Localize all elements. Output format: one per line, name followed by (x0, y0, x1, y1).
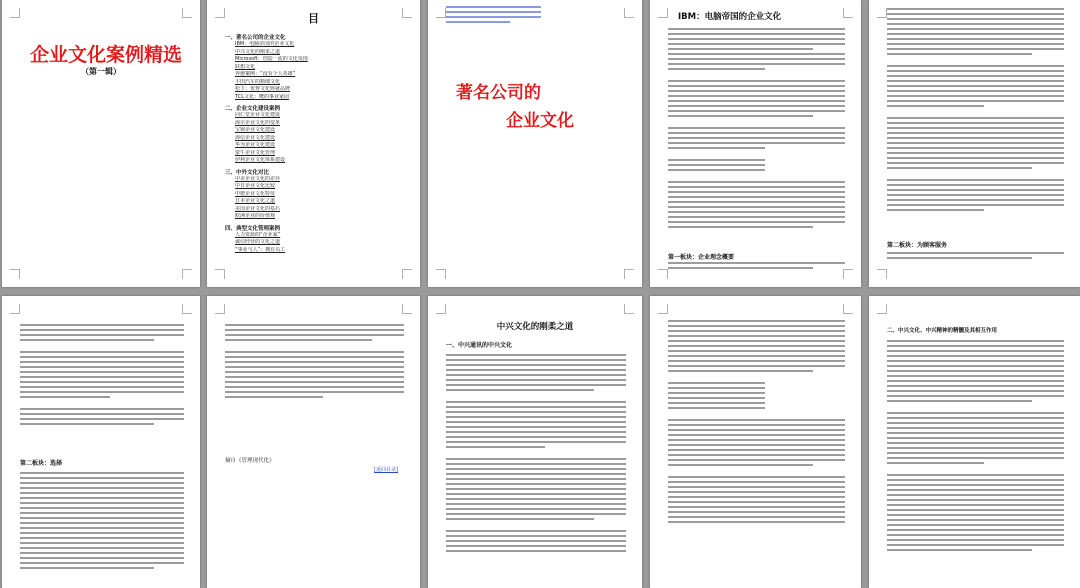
toc-entry-link[interactable]: 人力资源的“企业家” (235, 231, 281, 238)
crop-mark (215, 304, 225, 314)
divider-toc-snippet (446, 6, 562, 26)
zte-title: 中兴文化的刚柔之道 (496, 322, 574, 332)
crop-mark (402, 304, 412, 314)
crop-mark (182, 304, 192, 314)
lower-left-subheading: 第二板块：选择 (20, 460, 63, 467)
toc-entry-link[interactable]: 诚信经营的文化之道 (235, 239, 281, 245)
zte-page (428, 296, 642, 588)
crop-mark (877, 8, 887, 18)
crop-mark (10, 269, 20, 279)
toc-list (225, 30, 410, 254)
body-page-7 (207, 296, 420, 588)
toc-title: 目 (308, 12, 319, 25)
toc-entry-link[interactable]: 美国企业文化的基石 (235, 205, 281, 212)
toc-entry-link[interactable]: Microsoft：创造一流的文化氛围 (235, 56, 308, 62)
crop-mark (843, 304, 853, 314)
crop-mark (10, 8, 20, 18)
crop-mark (402, 269, 412, 279)
toc-entry-link[interactable]: 丰田汽车的精细文化 (235, 78, 281, 85)
crop-mark (182, 8, 192, 18)
toc-entry-link[interactable]: 中德企业文化特征 (235, 190, 276, 197)
crop-mark (215, 269, 225, 279)
toc-entry-link[interactable]: 中日企业文化比较 (235, 183, 276, 189)
divider-heading-2: 企业文化 (506, 111, 574, 131)
cover-edition: （第一辑） (81, 67, 121, 76)
body-text (668, 320, 845, 526)
toc-entry-link[interactable]: 中兴文化的刚柔之道 (235, 48, 281, 55)
crop-mark (877, 304, 887, 314)
toc-entry-link[interactable]: IBM：电脑帝国的企业文化 (235, 41, 295, 47)
toc-entry-link[interactable]: 华为企业文化建设 (235, 142, 276, 148)
toc-entry-link[interactable]: 中美企业文化的差异 (235, 175, 281, 182)
toc-entry-link[interactable]: 宝钢企业文化建设 (235, 127, 276, 133)
cover-page (2, 0, 200, 287)
body-page-6 (2, 296, 200, 588)
toc-section-heading[interactable]: 四、典型文化管理案例 (225, 225, 281, 232)
body-text-2 (20, 472, 184, 572)
toc-entry-link[interactable]: TCL文化：鹰的事业家园 (235, 93, 290, 100)
crop-mark (877, 269, 887, 279)
body-text (20, 324, 184, 428)
zte-body (446, 354, 626, 555)
ibm-body (668, 28, 845, 231)
crop-mark (658, 8, 668, 18)
crop-mark (182, 269, 192, 279)
toc-entry-link[interactable]: 伊利企业文化体系建设 (235, 157, 286, 163)
zte-section-1: 一、中兴通讯的中兴文化 (446, 342, 513, 349)
toc-section-heading[interactable]: 二、企业文化建设案例 (225, 106, 281, 112)
crop-mark (624, 269, 634, 279)
compare-page (869, 296, 1080, 588)
body-text (225, 324, 404, 401)
ibm-subheading-1: 第一板块：企业理念概要 (668, 254, 735, 261)
ibm-body-tail (668, 262, 845, 272)
zte-source (225, 456, 275, 464)
cover-title: 企业文化案例精选 (30, 44, 183, 66)
toc-entry-link[interactable]: 同仁堂企业文化建设 (235, 112, 281, 118)
crop-mark (658, 304, 668, 314)
toc-entry-link[interactable]: 海信企业文化建设 (235, 134, 276, 141)
toc-entry-link[interactable]: 日本企业文化之道 (235, 198, 276, 204)
zte-source-text: 摘自《管理现代化》 (225, 458, 275, 464)
toc-section-heading[interactable]: 三、中外文化对比 (225, 169, 270, 176)
crop-mark (436, 269, 446, 279)
crop-mark (624, 304, 634, 314)
ibm-title: IBM：电脑帝国的企业文化 (678, 12, 782, 22)
toc-entry-link[interactable]: 联想文化 (235, 63, 256, 70)
ibm-body-tail-2 (887, 252, 1064, 262)
divider-heading: 著名公司的 (456, 83, 541, 103)
toc-page (207, 0, 420, 287)
back-to-toc-link[interactable]: [返回目录] (374, 467, 398, 473)
crop-mark (436, 8, 446, 18)
toc-entry-link[interactable]: 蒙牛企业文化管理 (235, 149, 276, 156)
compare-body (887, 340, 1064, 554)
ibm-page (650, 0, 861, 287)
body-page-9 (650, 296, 861, 588)
toc-entry-link[interactable]: 海尔企业文化的变革 (235, 119, 281, 126)
ibm-subheading-2: 第二板块：为顾客服务 (887, 242, 948, 249)
crop-mark (624, 8, 634, 18)
crop-mark (436, 304, 446, 314)
crop-mark (10, 304, 20, 314)
toc-entry-link[interactable]: 欧洲企业的价值观 (235, 213, 276, 219)
zte-back-link[interactable] (374, 456, 398, 475)
compare-section: 二、中兴文化、中兴精神的精髓及其相互作用 (887, 328, 998, 334)
divider-page (428, 0, 642, 287)
toc-section-heading[interactable]: 一、著名公司的企业文化 (225, 35, 286, 41)
ibm-page-2 (869, 0, 1080, 287)
ibm-continued-body (887, 8, 1064, 214)
toc-entry-link[interactable]: 松下：优秀文化铸就品牌 (235, 86, 291, 92)
crop-mark (658, 269, 668, 279)
toc-entry-link[interactable]: “事业与人”：拥有员工 (235, 246, 286, 253)
toc-entry-link[interactable]: 奔驰案例：“没有个人英雄” (235, 71, 296, 77)
